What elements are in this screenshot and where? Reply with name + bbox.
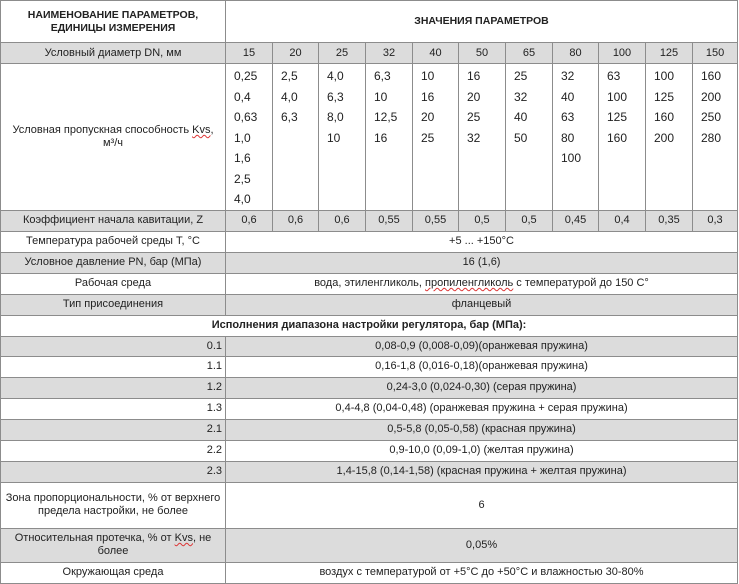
header-name-col: НАИМЕНОВАНИЕ ПАРАМЕТРОВ, ЕДИНИЦЫ ИЗМЕРЕНИЯ — [1, 1, 226, 43]
environment-row — [1, 562, 738, 583]
medium-row — [1, 273, 738, 294]
kvs-value: 20 — [467, 89, 481, 104]
medium-label: Рабочая среда — [1, 273, 226, 294]
kvs-value: 6,3 — [327, 89, 344, 104]
leakage-row — [1, 528, 738, 562]
ranges-title: Исполнения диапазона настройки регулятора, бар (МПа): — [1, 315, 738, 336]
cavitation-value: 0,35 — [646, 210, 693, 231]
range-code: 1.3 — [1, 398, 226, 419]
range-value: 0,16-1,8 (0,016-0,18)(оранжевая пружина) — [226, 356, 738, 377]
kvs-value: 2,5 — [234, 171, 251, 186]
kvs-value: 160 — [701, 69, 722, 83]
dn-value: 100 — [599, 43, 646, 64]
kvs-value: 10 — [374, 89, 388, 104]
range-code: 1.1 — [1, 356, 226, 377]
kvs-value: 16 — [421, 89, 435, 104]
kvs-value: 12,5 — [374, 110, 398, 124]
kvs-value: 40 — [514, 110, 528, 124]
cavitation-value: 0,55 — [366, 210, 413, 231]
dn-value: 150 — [693, 43, 738, 64]
kvs-column — [319, 64, 366, 211]
kvs-value: 160 — [607, 130, 628, 145]
kvs-value: 32 — [467, 130, 481, 145]
kvs-value: 100 — [607, 89, 628, 104]
temperature-label: Температура рабочей среды T, °C — [1, 231, 226, 252]
dn-label: Условный диаметр DN, мм — [1, 43, 226, 64]
dn-value: 32 — [366, 43, 413, 64]
kvs-value: 25 — [514, 69, 528, 83]
range-value: 0,08-0,9 (0,008-0,09)(оранжевая пружина) — [226, 336, 738, 356]
pressure-row — [1, 252, 738, 273]
kvs-column — [366, 64, 413, 211]
dn-value: 65 — [506, 43, 553, 64]
kvs-column — [226, 64, 273, 211]
kvs-value: 40 — [561, 89, 575, 104]
kvs-column — [599, 64, 646, 211]
connection-label: Тип присоединения — [1, 294, 226, 315]
cavitation-label: Коэффициент начала кавитации, Z — [1, 210, 226, 231]
kvs-value: 32 — [561, 69, 575, 83]
proportional-row — [1, 482, 738, 528]
kvs-value: 100 — [654, 69, 675, 83]
dn-value: 15 — [226, 43, 273, 64]
pressure-label: Условное давление PN, бар (МПа) — [1, 252, 226, 273]
kvs-value: 1,6 — [234, 151, 251, 165]
connection-row — [1, 294, 738, 315]
kvs-value: 6,3 — [281, 110, 298, 124]
dn-row — [1, 43, 738, 64]
kvs-column — [506, 64, 553, 211]
range-row — [1, 440, 738, 461]
cavitation-value: 0,55 — [413, 210, 459, 231]
range-row — [1, 398, 738, 419]
dn-value: 25 — [319, 43, 366, 64]
kvs-value: 125 — [654, 89, 675, 104]
range-code: 2.1 — [1, 419, 226, 440]
range-code: 1.2 — [1, 377, 226, 398]
range-value: 0,9-10,0 (0,09-1,0) (желтая пружина) — [226, 440, 738, 461]
kvs-value: 50 — [514, 130, 528, 145]
kvs-value: 25 — [467, 110, 481, 124]
proportional-value: 6 — [226, 482, 738, 528]
kvs-value: 200 — [654, 130, 675, 145]
kvs-label: Условная пропускная способность Kvs, м³/ч — [1, 64, 226, 211]
kvs-column — [459, 64, 506, 211]
cavitation-value: 0,3 — [693, 210, 738, 231]
kvs-value: 1,0 — [234, 130, 251, 145]
kvs-value: 80 — [561, 130, 575, 145]
kvs-value: 63 — [561, 110, 575, 124]
kvs-value: 25 — [421, 130, 435, 145]
kvs-value: 2,5 — [281, 69, 298, 83]
range-row — [1, 419, 738, 440]
dn-value: 80 — [553, 43, 599, 64]
kvs-value: 4,0 — [281, 89, 298, 104]
temperature-value: +5 ... +150°C — [226, 231, 738, 252]
kvs-value: 10 — [327, 130, 341, 145]
cavitation-value: 0,6 — [226, 210, 273, 231]
kvs-value: 0,4 — [234, 89, 251, 104]
range-row — [1, 377, 738, 398]
kvs-value: 32 — [514, 89, 528, 104]
kvs-value: 280 — [701, 130, 722, 145]
range-value: 0,4-4,8 (0,04-0,48) (оранжевая пружина + серая пружина) — [226, 398, 738, 419]
kvs-value: 160 — [654, 110, 675, 124]
dn-value: 50 — [459, 43, 506, 64]
kvs-value: 125 — [607, 110, 628, 124]
cavitation-value: 0,4 — [599, 210, 646, 231]
kvs-value: 200 — [701, 89, 722, 104]
leakage-label: Относительная протечка, % от Kvs, не более — [1, 528, 226, 562]
cavitation-value: 0,6 — [319, 210, 366, 231]
kvs-value: 8,0 — [327, 110, 344, 124]
range-value: 0,24-3,0 (0,024-0,30) (серая пружина) — [226, 377, 738, 398]
range-code: 2.2 — [1, 440, 226, 461]
kvs-column — [693, 64, 738, 211]
environment-label: Окружающая среда — [1, 562, 226, 583]
leakage-value: 0,05% — [226, 528, 738, 562]
range-value: 1,4-15,8 (0,14-1,58) (красная пружина + желтая пружина) — [226, 461, 738, 482]
cavitation-row — [1, 210, 738, 231]
cavitation-value: 0,5 — [506, 210, 553, 231]
kvs-value: 100 — [561, 151, 582, 165]
medium-value: вода, этиленгликоль, пропиленгликоль с температурой до 150 С° — [226, 273, 738, 294]
dn-value: 125 — [646, 43, 693, 64]
range-row — [1, 356, 738, 377]
proportional-label: Зона пропорциональности, % от верхнего предела настройки, не более — [1, 482, 226, 528]
connection-value: фланцевый — [226, 294, 738, 315]
kvs-column — [413, 64, 459, 211]
kvs-value: 250 — [701, 110, 722, 124]
kvs-value: 4,0 — [327, 69, 344, 83]
kvs-value: 4,0 — [234, 192, 251, 206]
kvs-value: 0,63 — [234, 110, 258, 124]
kvs-column — [646, 64, 693, 211]
kvs-value: 6,3 — [374, 69, 391, 83]
range-code: 2.3 — [1, 461, 226, 482]
kvs-value: 10 — [421, 69, 435, 83]
pressure-value: 16 (1,6) — [226, 252, 738, 273]
cavitation-value: 0,45 — [553, 210, 599, 231]
header-values-col: ЗНАЧЕНИЯ ПАРАМЕТРОВ — [226, 1, 738, 43]
dn-value: 40 — [413, 43, 459, 64]
kvs-column — [273, 64, 319, 211]
environment-value: воздух с температурой от +5°С до +50°С и влажностью 30-80% — [226, 562, 738, 583]
kvs-row — [1, 64, 738, 211]
range-row — [1, 336, 738, 356]
temperature-row — [1, 231, 738, 252]
kvs-value: 16 — [467, 69, 481, 83]
kvs-value: 63 — [607, 69, 621, 83]
range-code: 0.1 — [1, 336, 226, 356]
ranges-title-row — [1, 315, 738, 336]
kvs-value: 0,25 — [234, 69, 258, 83]
cavitation-value: 0,5 — [459, 210, 506, 231]
range-row — [1, 461, 738, 482]
range-value: 0,5-5,8 (0,05-0,58) (красная пружина) — [226, 419, 738, 440]
cavitation-value: 0,6 — [273, 210, 319, 231]
dn-value: 20 — [273, 43, 319, 64]
kvs-value: 20 — [421, 110, 435, 124]
kvs-value: 16 — [374, 130, 388, 145]
kvs-column — [553, 64, 599, 211]
